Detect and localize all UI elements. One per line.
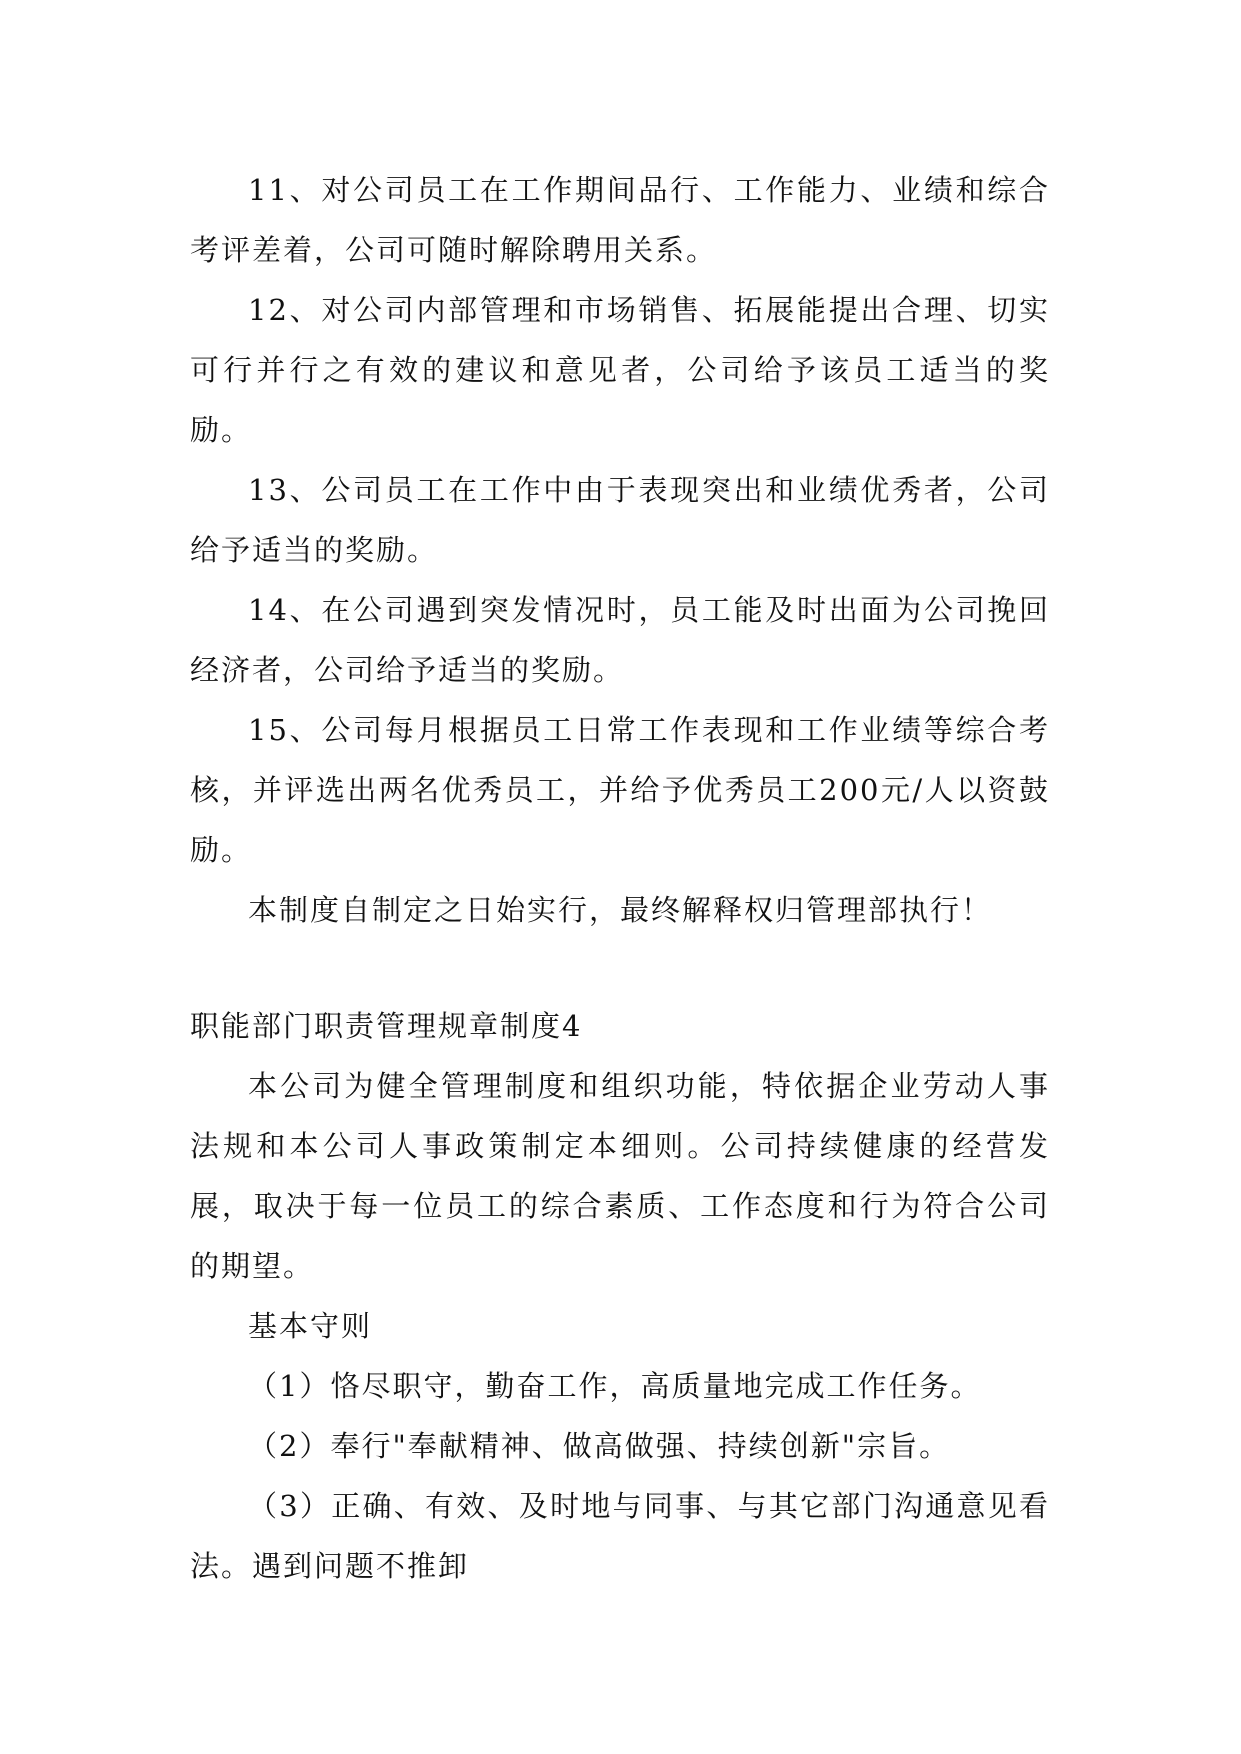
rule-11-paragraph: 11、对公司员工在工作期间品行、工作能力、业绩和综合考评差着，公司可随时解除聘用关系。	[190, 173, 1050, 267]
rule-12-paragraph: 12、对公司内部管理和市场销售、拓展能提出合理、切实可行并行之有效的建议和意见者，公司给予该员工适当的奖励。	[190, 293, 1050, 447]
basic-rule-3: （3）正确、有效、及时地与同事、与其它部门沟通意见看法。遇到问题不推卸	[190, 1489, 1050, 1583]
basic-rules-heading: 基本守则	[248, 1309, 373, 1343]
rule-15-paragraph: 15、公司每月根据员工日常工作表现和工作业绩等综合考核，并评选出两名优秀员工，并给予优秀员工200元/人以资鼓励。	[190, 713, 1050, 867]
basic-rule-2: （2）奉行"奉献精神、做高做强、持续创新"宗旨。	[248, 1429, 951, 1463]
document-body	[190, 160, 1050, 1596]
effective-date-paragraph: 本制度自制定之日始实行，最终解释权归管理部执行！	[248, 893, 993, 927]
basic-rule-1: （1）恪尽职守，勤奋工作，高质量地完成工作任务。	[248, 1369, 982, 1403]
rule-13-paragraph: 13、公司员工在工作中由于表现突出和业绩优秀者，公司给予适当的奖励。	[190, 473, 1050, 567]
rule-14-paragraph: 14、在公司遇到突发情况时，员工能及时出面为公司挽回经济者，公司给予适当的奖励。	[190, 593, 1050, 687]
intro-paragraph: 本公司为健全管理制度和组织功能，特依据企业劳动人事法规和本公司人事政策制定本细则。公司持续健康的经营发展，取决于每一位员工的综合素质、工作态度和行为符合公司的期望。	[190, 1069, 1050, 1283]
section-title: 职能部门职责管理规章制度4	[190, 1009, 583, 1043]
